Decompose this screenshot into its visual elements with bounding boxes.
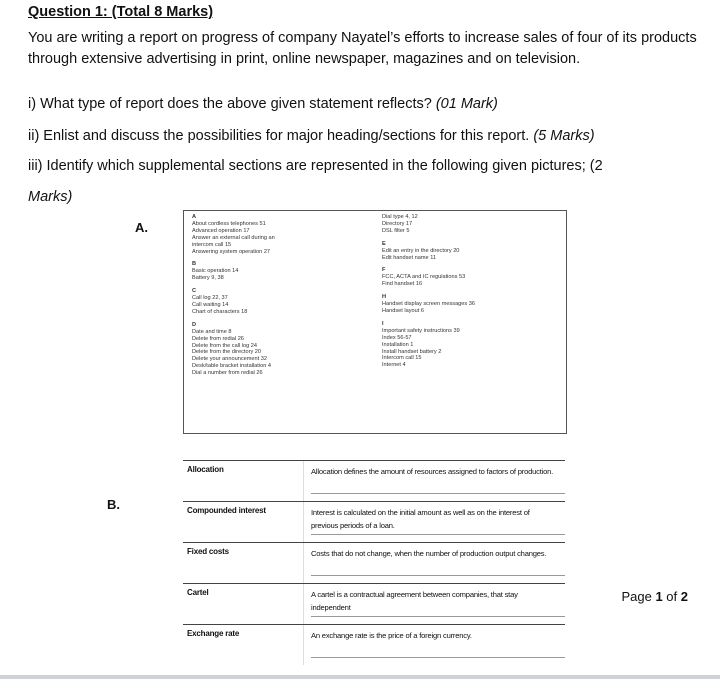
index-entry: Call log 22, 37 xyxy=(192,295,228,302)
glossary-row xyxy=(183,501,565,543)
index-entry: Handset display screen messages 36 xyxy=(382,301,475,308)
index-entry: Important safety instructions 39 xyxy=(382,327,460,334)
index-entry: Delete from the call log 24 xyxy=(192,342,257,349)
index-entry: Answer an external call during an xyxy=(192,234,275,241)
index-entry: Delete your announcement 32 xyxy=(192,356,267,363)
index-entry: Dial type 4, 12 xyxy=(382,214,418,220)
glossary-definition: Allocation defines the amount of resources assigned to factors of production. xyxy=(311,467,554,476)
index-entry: Call waiting 14 xyxy=(192,301,229,308)
bottom-scroll-bar xyxy=(0,675,720,679)
page-number: Page 1 of 2 xyxy=(621,589,688,604)
figure-b-label: B. xyxy=(107,497,120,512)
index-entry: DSL filter 5 xyxy=(382,227,410,234)
index-entry: Chart of characters 18 xyxy=(192,308,248,315)
index-entry: Directory 17 xyxy=(382,220,413,227)
index-entry: Delete from redial 26 xyxy=(192,335,244,342)
index-entry: Internet 4 xyxy=(382,362,406,369)
question-part-3: iii) Identify which supplemental sections are represented in the following given pictures; (2 xyxy=(28,158,603,174)
glossary-term: Allocation xyxy=(187,465,224,474)
glossary-term: Fixed costs xyxy=(187,547,229,556)
index-entry: About cordless telephones 51 xyxy=(192,220,266,227)
glossary-row xyxy=(183,583,565,625)
index-left-column xyxy=(192,214,275,377)
index-entry: Answering system operation 27 xyxy=(192,248,271,255)
index-entry: Edit an entry in the directory 20 xyxy=(382,247,460,254)
glossary-row xyxy=(183,460,565,502)
index-entry: Installation 1 xyxy=(382,341,414,348)
glossary-rule xyxy=(311,534,565,535)
index-entry: Dial a number from redial 26 xyxy=(192,370,263,377)
question-part-1: i) What type of report does the above given statement reflects? (01 Mark) xyxy=(28,96,498,112)
index-section-letter: F xyxy=(382,267,386,274)
glossary-rule xyxy=(311,657,565,658)
index-figure xyxy=(183,210,567,434)
index-entry: Advanced operation 17 xyxy=(192,227,250,234)
index-entry: Delete from the directory 20 xyxy=(192,349,262,356)
index-entry: intercom call 15 xyxy=(192,241,232,248)
glossary-term: Cartel xyxy=(187,588,209,597)
glossary-definition: Interest is calculated on the initial amount as well as on the interest of previous periods of a loan. xyxy=(311,508,530,530)
question-part-3-continued: Marks) xyxy=(28,189,73,205)
glossary-definition: An exchange rate is the price of a foreign currency. xyxy=(311,631,472,640)
index-entry: Battery 9, 38 xyxy=(192,275,224,282)
question-part-2: ii) Enlist and discuss the possibilities for major heading/sections for this report. (5 Marks) xyxy=(28,128,595,144)
index-section-letter: A xyxy=(192,214,197,220)
glossary-rule xyxy=(311,616,565,617)
index-section-letter: D xyxy=(192,321,197,328)
index-entry: Desk/table bracket installation 4 xyxy=(192,363,271,370)
glossary-definition: Costs that do not change, when the number of production output changes. xyxy=(311,549,547,558)
index-section-letter: E xyxy=(382,240,386,247)
glossary-rule xyxy=(311,493,565,494)
index-entry: Index 56-57 xyxy=(382,334,412,341)
index-entry: Edit handset name 11 xyxy=(382,254,437,261)
glossary-rule xyxy=(311,575,565,576)
question-intro: You are writing a report on progress of company Nayatel’s efforts to increase sales of four of its products through extensive advertising in print, online newspaper, magazines and on television. xyxy=(28,30,697,67)
index-section-letter: B xyxy=(192,261,197,268)
glossary-figure xyxy=(183,460,565,665)
index-entry: FCC, ACTA and IC regulations 53 xyxy=(382,274,466,281)
glossary-term: Compounded interest xyxy=(187,506,266,515)
index-entry: Handset layout 6 xyxy=(382,307,424,314)
question-title: Question 1: (Total 8 Marks) xyxy=(28,4,214,20)
index-entry: Basic operation 14 xyxy=(192,268,239,275)
index-entry: Intercom call 15 xyxy=(382,355,422,362)
index-section-letter: H xyxy=(382,294,387,301)
figure-a-label: A. xyxy=(135,220,148,235)
index-section-letter: I xyxy=(382,320,384,327)
index-section-letter: C xyxy=(192,288,197,295)
glossary-row xyxy=(183,624,565,666)
index-entry: Find handset 16 xyxy=(382,281,423,288)
index-entry: Date and time 8 xyxy=(192,328,232,335)
glossary-row xyxy=(183,542,565,584)
index-right-column xyxy=(382,214,475,369)
glossary-term: Exchange rate xyxy=(187,629,240,638)
index-entry: Install handset battery 2 xyxy=(382,348,442,355)
glossary-definition: A cartel is a contractual agreement between companies, that stay independent xyxy=(311,590,518,612)
